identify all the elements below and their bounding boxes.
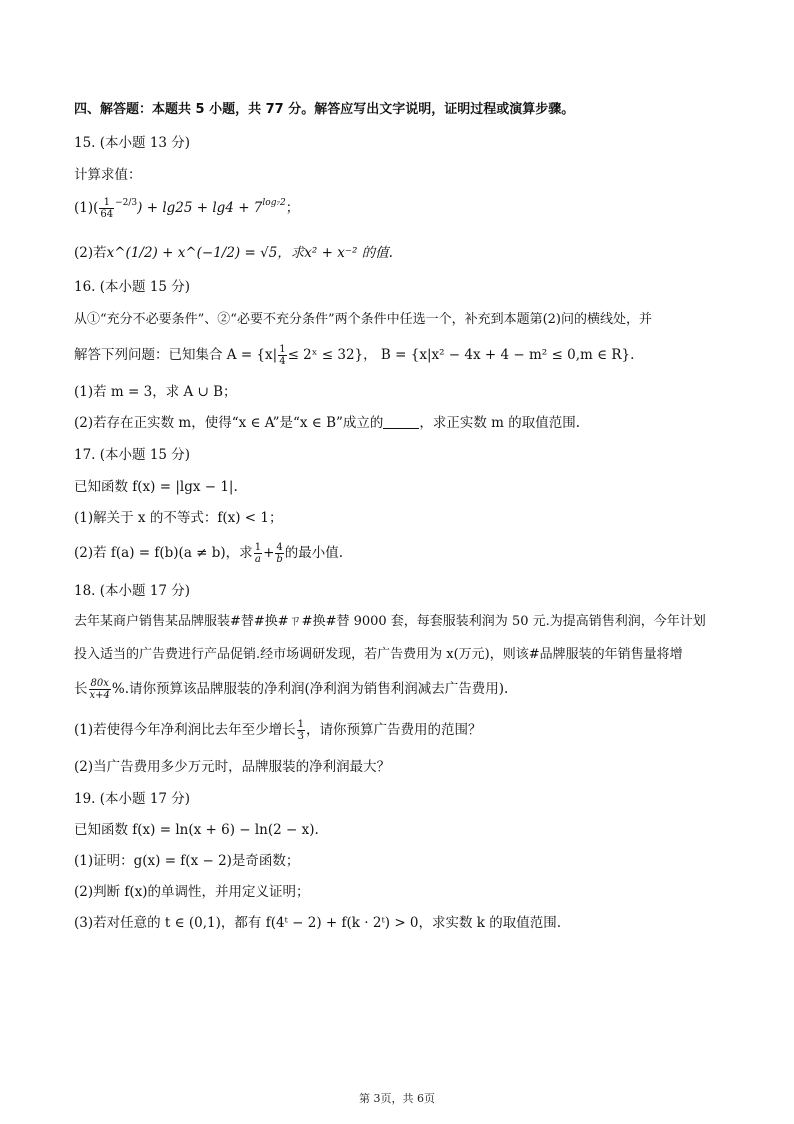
- q19-intro: 已知函数 f(x) = ln(x + 6) − ln(2 − x).: [74, 822, 319, 838]
- q18-p1-fraction: [297, 719, 305, 742]
- q18-p1-a: (1)若使得今年净利润比去年至少增长: [74, 722, 296, 738]
- q15-part2: [74, 243, 393, 263]
- q16-fraction: [278, 344, 286, 367]
- q16-p2-b: ，求正实数 m 的取值范围.: [419, 415, 581, 431]
- q17-frac2-den: b: [276, 554, 283, 565]
- q17-part1: (1)解关于 x 的不等式：f(x) < 1；: [74, 510, 283, 526]
- q16-frac-den: 4: [279, 356, 286, 367]
- q15-intro: 计算求值：: [74, 167, 142, 183]
- q18-line3: [74, 678, 508, 701]
- q17-frac1-num: 1: [254, 542, 262, 553]
- q16-frac-num: 1: [279, 344, 286, 355]
- q18-part1: [74, 719, 482, 742]
- q15-p2-rest: x^(1/2) + x^(−1/2) = √5，求x² + x⁻² 的值.: [106, 245, 393, 261]
- q17-p2-b: 的最小值.: [284, 545, 344, 561]
- q18-fraction: [89, 678, 111, 701]
- q15-part1: [74, 197, 299, 220]
- q16-part1: (1)若 m = 3，求 A ∪ B；: [74, 384, 237, 400]
- q19-part2: (2)判断 f(x)的单调性，并用定义证明；: [74, 884, 310, 900]
- q15-p1-fraction: [99, 197, 114, 220]
- q15-p2-prefix: (2)若: [74, 245, 107, 261]
- q16-header: 16. (本小题 15 分): [74, 279, 191, 295]
- q15-p1-end: ；: [285, 200, 300, 216]
- q15-p1-frac-num: 1: [99, 197, 114, 209]
- q17-header: 17. (本小题 15 分): [74, 447, 191, 463]
- q16-line2-b: ≤ 2ˣ ≤ 32}， B = {x|x² − 4x + 4 − m² ≤ 0,m ∈ R}.: [287, 347, 635, 363]
- q16-line2: [74, 344, 634, 367]
- q17-intro: 已知函数 f(x) = |lgx − 1|.: [74, 479, 238, 495]
- q18-header: 18. (本小题 17 分): [74, 583, 191, 599]
- q18-line2: 投入适当的广告费进行产品促销.经市场调研发现，若广告费用为 x(万元)，则该#品牌服装的年销售量将增: [74, 647, 683, 662]
- q18-frac-den: x+4: [89, 690, 110, 701]
- q18-frac-num: 80x: [89, 678, 111, 690]
- q19-header: 19. (本小题 17 分): [74, 791, 191, 807]
- q18-part2: (2)当广告费用多少万元时，品牌服装的净利润最大？: [74, 759, 391, 775]
- q16-line1: 从①“充分不必要条件”、②“必要不充分条件”两个条件中任选一个，补充到本题第(2)问的横线处，并: [74, 312, 652, 327]
- q15-p1-exponent: −2/3: [115, 198, 138, 208]
- q15-p1-rest: ) + lg25 + lg4 + 7: [137, 200, 263, 216]
- q16-p2-a: (2)若存在正实数 m，使得“x ∈ A”是“x ∈ B”成立的: [74, 415, 384, 431]
- q17-p2-a: (2)若 f(a) = f(b)(a ≠ b)，求: [74, 545, 253, 561]
- q16-part2: [74, 413, 580, 433]
- q17-fraction-1: [254, 542, 262, 565]
- q17-fraction-2: [275, 542, 283, 565]
- page-footer: 第 3页，共 6页: [359, 1092, 435, 1105]
- q15-p1-frac-den: 64: [100, 209, 114, 220]
- q17-part2: [74, 542, 343, 565]
- q18-p1-frac-den: 3: [297, 731, 304, 742]
- q15-header: 15. (本小题 13 分): [74, 135, 191, 151]
- q15-p1-prefix: (1)(: [74, 200, 99, 216]
- answer-blank: [383, 414, 419, 429]
- q18-p1-b: ，请你预算广告费用的范围？: [306, 722, 482, 738]
- q18-line1: 去年某商户销售某品牌服装#替#换#ㄗ#换#替 9000 套，每套服装利润为 50 元.为提高销售利润，今年计划: [74, 614, 706, 629]
- q15-p1-log: log₇2: [262, 198, 286, 208]
- q17-frac2-num: 4: [276, 542, 283, 553]
- q19-part3: (3)若对任意的 t ∈ (0,1)，都有 f(4ᵗ − 2) + f(k · 2ᵗ) > 0，求实数 k 的取值范围.: [74, 915, 562, 931]
- q16-line2-a: 解答下列问题：已知集合 A = {x|: [74, 347, 278, 363]
- q17-plus: +: [263, 545, 275, 561]
- q18-line3-a: 长: [74, 681, 88, 697]
- section-heading: 四、解答题：本题共 5 小题，共 77 分。解答应写出文字说明，证明过程或演算步骤。: [74, 102, 575, 117]
- q19-part1: (1)证明：g(x) = f(x − 2)是奇函数；: [74, 853, 300, 869]
- q18-p1-frac-num: 1: [297, 719, 304, 730]
- q17-frac1-den: a: [254, 554, 261, 565]
- q18-line3-b: %.请你预算该品牌服装的净利润(净利润为销售利润减去广告费用).: [111, 681, 509, 697]
